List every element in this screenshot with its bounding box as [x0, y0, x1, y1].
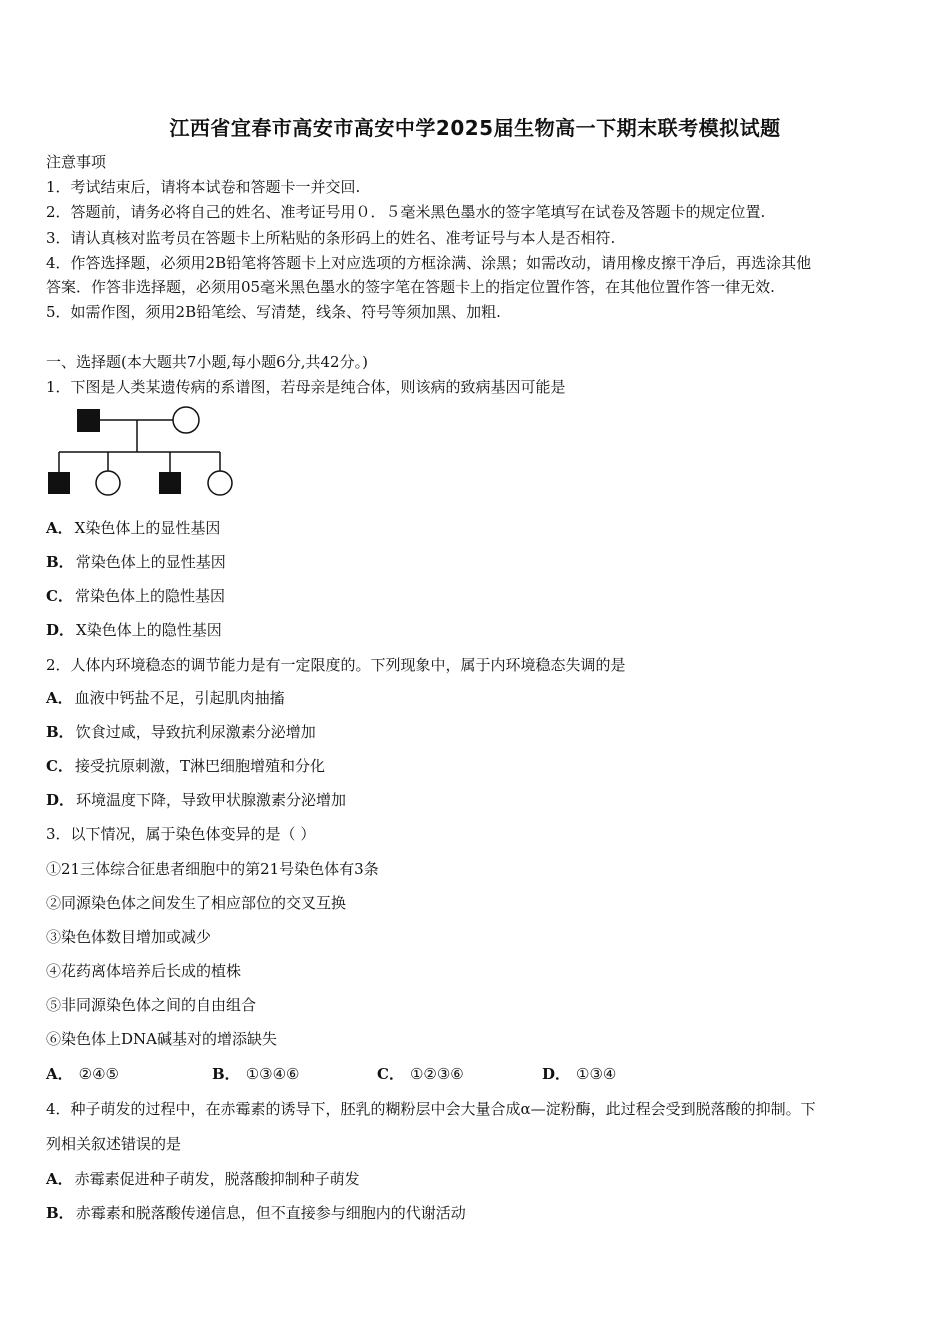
father-affected-male — [77, 409, 100, 432]
section-heading: 一、选择题(本大题共7小题,每小题6分,共42分。) — [46, 353, 368, 371]
q3-statement: ⑥染色体上DNA碱基对的增添缺失 — [46, 1030, 277, 1048]
q3-statement: ⑤非同源染色体之间的自由组合 — [46, 996, 257, 1014]
q1-option-c: C． 常染色体上的隐性基因 — [46, 587, 225, 605]
page-title: 江西省宜春市高安市高安中学2025届生物高一下期末联考模拟试题 — [169, 116, 781, 140]
q1-stem: 1．下图是人类某遗传病的系谱图，若母亲是纯合体，则该病的致病基因可能是 — [46, 378, 566, 396]
notice-heading: 注意事项 — [46, 153, 107, 171]
q4-option-a: A． 赤霉素促进种子萌发，脱落酸抑制种子萌发 — [46, 1170, 360, 1188]
notice-item: 2．答题前，请务必将自己的姓名、准考证号用０．５毫米黑色墨水的签字笔填写在试卷及答题卡的规定位置. — [46, 203, 766, 221]
q4-option-b: B． 赤霉素和脱落酸传递信息，但不直接参与细胞内的代谢活动 — [46, 1204, 466, 1222]
q2-option-a: A． 血液中钙盐不足，引起肌肉抽搐 — [46, 689, 285, 707]
q1-option-a: A． X染色体上的显性基因 — [46, 519, 221, 537]
q3-option-a: A． ②④⑤ — [46, 1065, 119, 1083]
q4-stem: 4．种子萌发的过程中，在赤霉素的诱导下，胚乳的糊粉层中会大量合成α—淀粉酶，此过程会受到脱落酸的抑制。下 — [46, 1100, 816, 1118]
pedigree-chart — [40, 400, 250, 500]
q3-option-d: D． ①③④ — [542, 1065, 617, 1083]
q3-statement: ③染色体数目增加或减少 — [46, 928, 212, 946]
q4-stem-continued: 列相关叙述错误的是 — [46, 1135, 182, 1153]
mother-normal-female — [173, 407, 199, 433]
q2-stem: 2．人体内环境稳态的调节能力是有一定限度的。下列现象中，属于内环境稳态失调的是 — [46, 656, 626, 674]
q3-option-c: C． ①②③⑥ — [377, 1065, 464, 1083]
notice-item: 答案．作答非选择题，必须用05毫米黑色墨水的签字笔在答题卡上的指定位置作答，在其他位置作答一律无效. — [46, 278, 775, 296]
notice-item: 4．作答选择题，必须用2B铅笔将答题卡上对应选项的方框涂满、涂黑；如需改动，请用橡皮擦干净后，再选涂其他 — [46, 254, 812, 272]
notice-item: 5．如需作图，须用2B铅笔绘、写清楚，线条、符号等须加黑、加粗. — [46, 303, 501, 321]
q2-option-c: C． 接受抗原刺激，T淋巴细胞增殖和分化 — [46, 757, 325, 775]
child-normal-female — [96, 471, 120, 495]
q3-statement: ②同源染色体之间发生了相应部位的交叉互换 — [46, 894, 347, 912]
notice-item: 1．考试结束后，请将本试卷和答题卡一并交回. — [46, 178, 361, 196]
q3-statement: ④花药离体培养后长成的植株 — [46, 962, 242, 980]
child-affected-male — [48, 472, 70, 494]
q2-option-d: D． 环境温度下降，导致甲状腺激素分泌增加 — [46, 791, 347, 809]
child-affected-male — [159, 472, 181, 494]
notice-item: 3．请认真核对监考员在答题卡上所粘贴的条形码上的姓名、准考证号与本人是否相符. — [46, 229, 616, 247]
child-normal-female — [208, 471, 232, 495]
q1-option-b: B． 常染色体上的显性基因 — [46, 553, 226, 571]
q3-option-b: B． ①③④⑥ — [212, 1065, 300, 1083]
q3-stem: 3．以下情况，属于染色体变异的是（ ） — [46, 825, 316, 843]
q2-option-b: B． 饮食过咸，导致抗利尿激素分泌增加 — [46, 723, 316, 741]
q1-option-d: D． X染色体上的隐性基因 — [46, 621, 222, 639]
q3-statement: ①21三体综合征患者细胞中的第21号染色体有3条 — [46, 860, 379, 878]
